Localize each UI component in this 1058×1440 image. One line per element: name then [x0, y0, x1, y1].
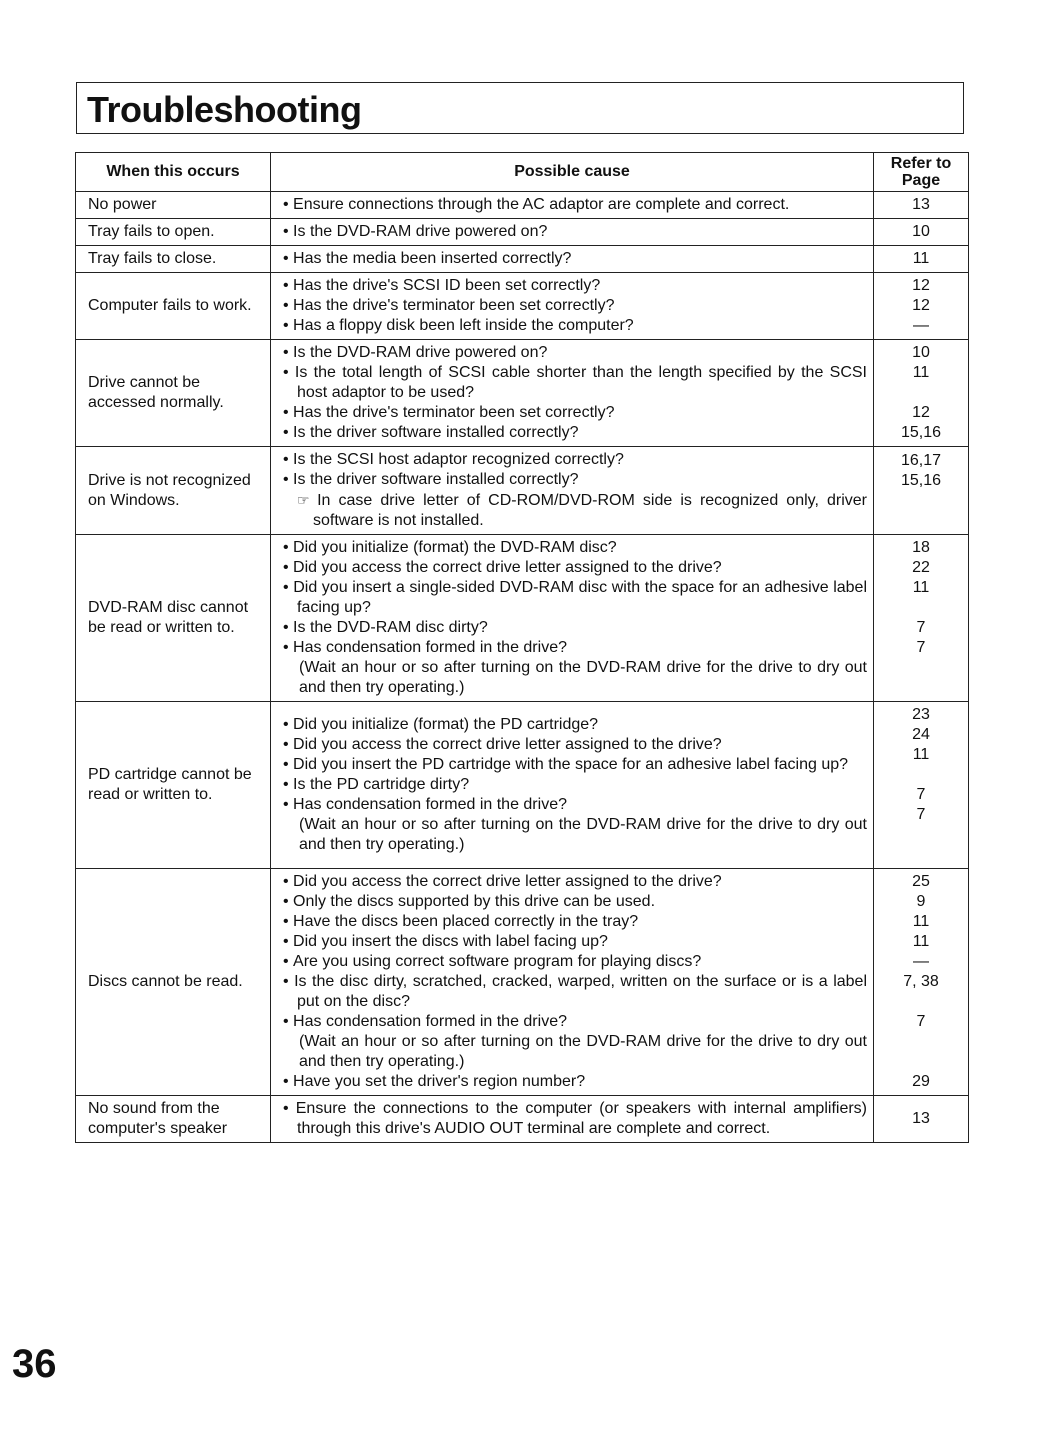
table-row — [76, 702, 969, 869]
header-possible-cause: Possible cause — [271, 153, 874, 192]
ref-page: 29 — [912, 1073, 930, 1090]
occurs-cell: Tray fails to open. — [76, 219, 271, 246]
table-header-row — [76, 153, 969, 192]
cause-item: • Has the drive's SCSI ID been set correctly? — [283, 276, 867, 296]
cause-item: • Ensure the connections to the computer (or speakers with internal amplifiers) through this drive's AUDIO OUT terminal are complete and correct. — [283, 1099, 867, 1139]
title-box — [76, 82, 964, 134]
ref-cell — [874, 702, 969, 869]
cause-item: • Did you initialize (format) the DVD-RAM disc? — [283, 538, 867, 558]
cause-item: • Has the drive's terminator been set correctly? — [283, 296, 867, 316]
cause-item: • Is the driver software installed correctly? — [283, 423, 867, 443]
ref-page: 24 — [912, 726, 930, 743]
cause-item: • Only the discs supported by this drive can be used. — [283, 892, 867, 912]
ref-page — [878, 383, 964, 403]
cause-item: • Is the PD cartridge dirty? — [283, 775, 867, 795]
occurs-cell: Tray fails to close. — [76, 246, 271, 273]
ref-page — [878, 511, 964, 531]
header-when-this-occurs: When this occurs — [76, 153, 271, 192]
cause-cell — [271, 246, 874, 273]
cause-cell — [271, 1096, 874, 1143]
troubleshooting-table — [75, 152, 969, 1143]
cause-item: • Is the DVD-RAM drive powered on? — [283, 222, 867, 242]
ref-page — [878, 658, 964, 678]
cause-item: • Are you using correct software program for playing discs? — [283, 952, 867, 972]
occurs-cell: Computer fails to work. — [76, 273, 271, 340]
table-row — [76, 869, 969, 1096]
cause-item: • Have you set the driver's region number? — [283, 1072, 867, 1092]
cause-item: • Has the media been inserted correctly? — [283, 249, 867, 269]
ref-page: 11 — [912, 250, 930, 267]
cause-cell — [271, 535, 874, 702]
ref-page: 12 — [912, 297, 930, 314]
occurs-cell: No power — [76, 192, 271, 219]
table-row — [76, 535, 969, 702]
ref-page: 22 — [912, 559, 930, 576]
cause-item: • Has condensation formed in the drive? — [283, 795, 867, 815]
ref-page: 10 — [912, 223, 930, 240]
ref-page — [878, 598, 964, 618]
ref-page: 12 — [912, 277, 930, 294]
table-row — [76, 192, 969, 219]
ref-page: 10 — [912, 344, 930, 361]
ref-page — [878, 845, 964, 865]
occurs-cell: Drive cannot be accessed normally. — [76, 340, 271, 447]
ref-page: 23 — [912, 706, 930, 723]
ref-page — [878, 678, 964, 698]
cause-item: (Wait an hour or so after turning on the DVD-RAM drive for the drive to dry out and then try operating.) — [299, 659, 867, 696]
ref-page: 11 — [912, 913, 930, 930]
header-refer-to-page: Refer to Page — [874, 153, 969, 192]
cause-item: • Has condensation formed in the drive? — [283, 638, 867, 658]
cause-item: • Did you initialize (format) the PD cartridge? — [283, 715, 867, 735]
cause-item: • Is the DVD-RAM disc dirty? — [283, 618, 867, 638]
ref-page: 7 — [916, 786, 926, 803]
ref-cell — [874, 869, 969, 1096]
cause-item: • Is the disc dirty, scratched, cracked, warped, written on the surface or is a label put on the disc? — [283, 972, 867, 1012]
ref-cell — [874, 447, 969, 535]
table-row — [76, 340, 969, 447]
ref-page: 7 — [916, 1013, 926, 1030]
cause-item: • Ensure connections through the AC adaptor are complete and correct. — [283, 195, 867, 215]
cause-item: (Wait an hour or so after turning on the DVD-RAM drive for the drive to dry out and then try operating.) — [299, 816, 867, 853]
ref-page — [878, 491, 964, 511]
cause-note: ☞ In case drive letter of CD-ROM/DVD-ROM side is recognized only, driver software is not installed. — [283, 490, 867, 531]
cause-cell — [271, 192, 874, 219]
ref-cell — [874, 535, 969, 702]
occurs-cell: Drive is not recognized on Windows. — [76, 447, 271, 535]
table-row — [76, 1096, 969, 1143]
cause-item: • Did you insert a single-sided DVD-RAM disc with the space for an adhesive label facing up? — [283, 578, 867, 618]
ref-page: 11 — [912, 579, 930, 596]
ref-page: 13 — [912, 1110, 930, 1127]
cause-item: • Has a floppy disk been left inside the computer? — [283, 316, 867, 336]
cause-item: • Did you insert the discs with label facing up? — [283, 932, 867, 952]
ref-page — [878, 765, 964, 785]
ref-page: 15,16 — [900, 424, 942, 441]
cause-item: • Did you insert the PD cartridge with the space for an adhesive label facing up? — [283, 755, 867, 775]
ref-cell — [874, 1096, 969, 1143]
ref-page: 7, 38 — [903, 973, 939, 990]
cause-item: • Is the total length of SCSI cable shorter than the length specified by the SCSI host adaptor to be used? — [283, 363, 867, 403]
cause-item: • Is the SCSI host adaptor recognized correctly? — [283, 450, 867, 470]
ref-page: 16,17 — [900, 451, 942, 469]
ref-page: 9 — [916, 893, 926, 910]
cause-item: • Did you access the correct drive letter assigned to the drive? — [283, 558, 867, 578]
ref-cell — [874, 219, 969, 246]
ref-page — [878, 825, 964, 845]
ref-page: 11 — [912, 364, 930, 381]
ref-page — [878, 1052, 964, 1072]
occurs-cell: Discs cannot be read. — [76, 869, 271, 1096]
ref-cell — [874, 273, 969, 340]
ref-cell — [874, 246, 969, 273]
cause-cell — [271, 273, 874, 340]
occurs-cell: PD cartridge cannot be read or written to. — [76, 702, 271, 869]
cause-item: • Has the drive's terminator been set correctly? — [283, 403, 867, 423]
ref-page: 7 — [916, 639, 926, 656]
cause-item: • Has condensation formed in the drive? — [283, 1012, 867, 1032]
page-title: Troubleshooting — [87, 89, 362, 130]
occurs-cell: No sound from the computer's speaker — [76, 1096, 271, 1143]
table-row — [76, 246, 969, 273]
page-number: 36 — [12, 1342, 57, 1386]
ref-page: 25 — [912, 873, 930, 890]
occurs-cell: DVD-RAM disc cannot be read or written to. — [76, 535, 271, 702]
cause-cell — [271, 869, 874, 1096]
ref-page: 13 — [912, 196, 930, 213]
table-row — [76, 219, 969, 246]
table-row — [76, 447, 969, 535]
cause-item: • Is the DVD-RAM drive powered on? — [283, 343, 867, 363]
ref-cell — [874, 340, 969, 447]
ref-page — [878, 1032, 964, 1052]
cause-cell — [271, 219, 874, 246]
cause-item: • Did you access the correct drive letter assigned to the drive? — [283, 872, 867, 892]
cause-item: • Is the driver software installed correctly? — [283, 470, 867, 490]
ref-page: 7 — [916, 806, 926, 823]
ref-page: 11 — [912, 933, 930, 950]
ref-page — [878, 992, 964, 1012]
cause-cell — [271, 702, 874, 869]
cause-item: (Wait an hour or so after turning on the DVD-RAM drive for the drive to dry out and then try operating.) — [299, 1033, 867, 1070]
ref-page: 15,16 — [900, 471, 942, 489]
ref-page: 12 — [912, 404, 930, 421]
ref-page: 11 — [912, 746, 930, 763]
ref-page: 7 — [916, 619, 926, 636]
ref-page: 18 — [912, 539, 930, 556]
table-row — [76, 273, 969, 340]
cause-item: • Have the discs been placed correctly in the tray? — [283, 912, 867, 932]
cause-cell — [271, 447, 874, 535]
ref-cell — [874, 192, 969, 219]
cause-cell — [271, 340, 874, 447]
ref-page: — — [913, 317, 929, 334]
table-body — [76, 192, 969, 1143]
ref-page: — — [913, 953, 929, 970]
cause-item: • Did you access the correct drive letter assigned to the drive? — [283, 735, 867, 755]
